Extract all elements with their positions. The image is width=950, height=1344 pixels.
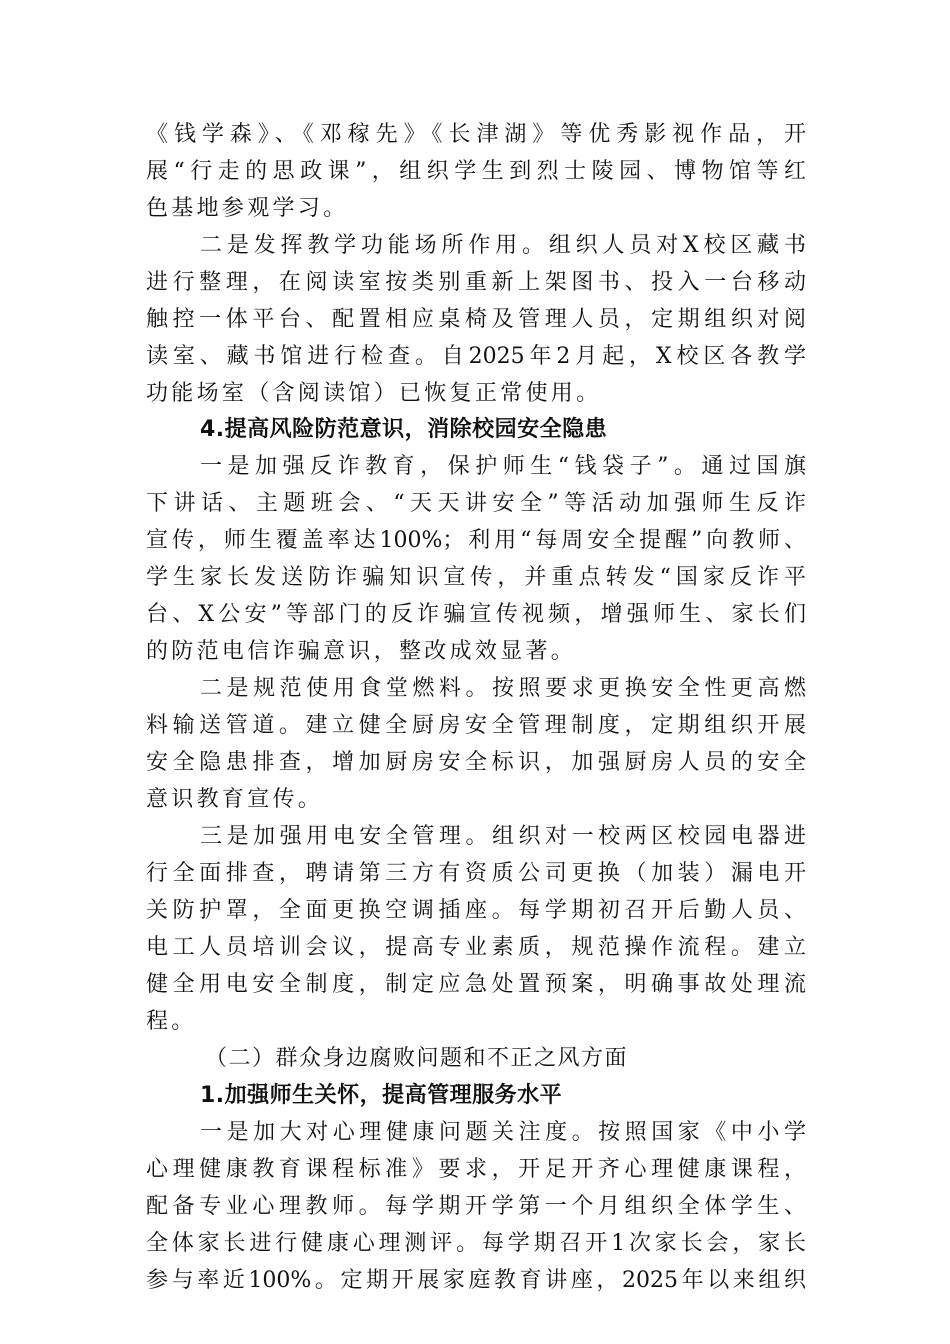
body-line: 行全面排查，聘请第三方有资质公司更换（加装）漏电开 (146, 861, 806, 886)
paragraph-start-line: 二是发挥教学功能场所作用。组织人员对X校区藏书 (200, 233, 806, 258)
body-line: 的防范电信诈骗意识，整改成效显著。 (146, 639, 577, 664)
body-line: 学生家长发送防诈骗知识宣传，并重点转发“国家反诈平 (146, 565, 806, 590)
body-line: 《钱学森》、《邓稼先》《长津湖》等优秀影视作品，开 (146, 122, 806, 147)
body-line: 关防护罩，全面更换空调插座。每学期初召开后勤人员、 (146, 898, 806, 923)
body-line: 配备专业心理教师。每学期开学第一个月组织全体学生、 (146, 1194, 806, 1219)
body-line: 进行整理，在阅读室按类别重新上架图书、投入一台移动 (146, 270, 806, 295)
body-line: 健全用电安全制度，制定应急处置预案，明确事故处理流 (146, 972, 806, 997)
paragraph-start-line: 一是加强反诈教育，保护师生“钱袋子”。通过国旗 (200, 454, 806, 479)
body-line: 色基地参观学习。 (146, 196, 349, 221)
body-line: 下讲话、主题班会、“天天讲安全”等活动加强师生反诈 (146, 491, 806, 516)
body-line: 心理健康教育课程标准》要求，开足开齐心理健康课程， (146, 1157, 806, 1182)
body-line: 功能场室（含阅读馆）已恢复正常使用。 (146, 381, 602, 406)
body-line: 料输送管道。建立健全厨房安全管理制度，定期组织开展 (146, 713, 806, 738)
body-line: 台、X公安”等部门的反诈骗宣传视频，增强师生、家长们 (146, 602, 806, 627)
body-line: 电工人员培训会议，提高专业素质，规范操作流程。建立 (146, 935, 806, 960)
body-line: 触控一体平台、配置相应桌椅及管理人员，定期组织对阅 (146, 307, 806, 332)
body-line: 程。 (146, 1009, 197, 1034)
paragraph-start-line: 二是规范使用食堂燃料。按照要求更换安全性更高燃 (200, 676, 806, 701)
section-heading: 1.加强师生关怀，提高管理服务水平 (200, 1083, 563, 1108)
paragraph-start-line: 一是加大对心理健康问题关注度。按照国家《中小学 (200, 1120, 806, 1145)
paragraph-start-line: 三是加强用电安全管理。组织对一校两区校园电器进 (200, 824, 806, 849)
body-line: 意识教育宣传。 (146, 787, 324, 812)
section-heading: 4.提高风险防范意识，消除校园安全隐患 (200, 417, 608, 442)
chapter-subheading: （二）群众身边腐败问题和不正之风方面 (205, 1046, 629, 1071)
body-line: 全体家长进行健康心理测评。每学期召开1次家长会，家长 (146, 1231, 806, 1256)
body-line: 参与率近100%。定期开展家庭教育讲座，2025年以来组织 (146, 1268, 806, 1293)
body-line: 宣传，师生覆盖率达100%；利用“每周安全提醒”向教师、 (146, 528, 806, 553)
body-line: 读室、藏书馆进行检查。自2025年2月起，X校区各教学 (146, 344, 806, 369)
body-line: 展“行走的思政课”，组织学生到烈士陵园、博物馆等红 (146, 159, 806, 184)
body-line: 安全隐患排查，增加厨房安全标识，加强厨房人员的安全 (146, 750, 806, 775)
